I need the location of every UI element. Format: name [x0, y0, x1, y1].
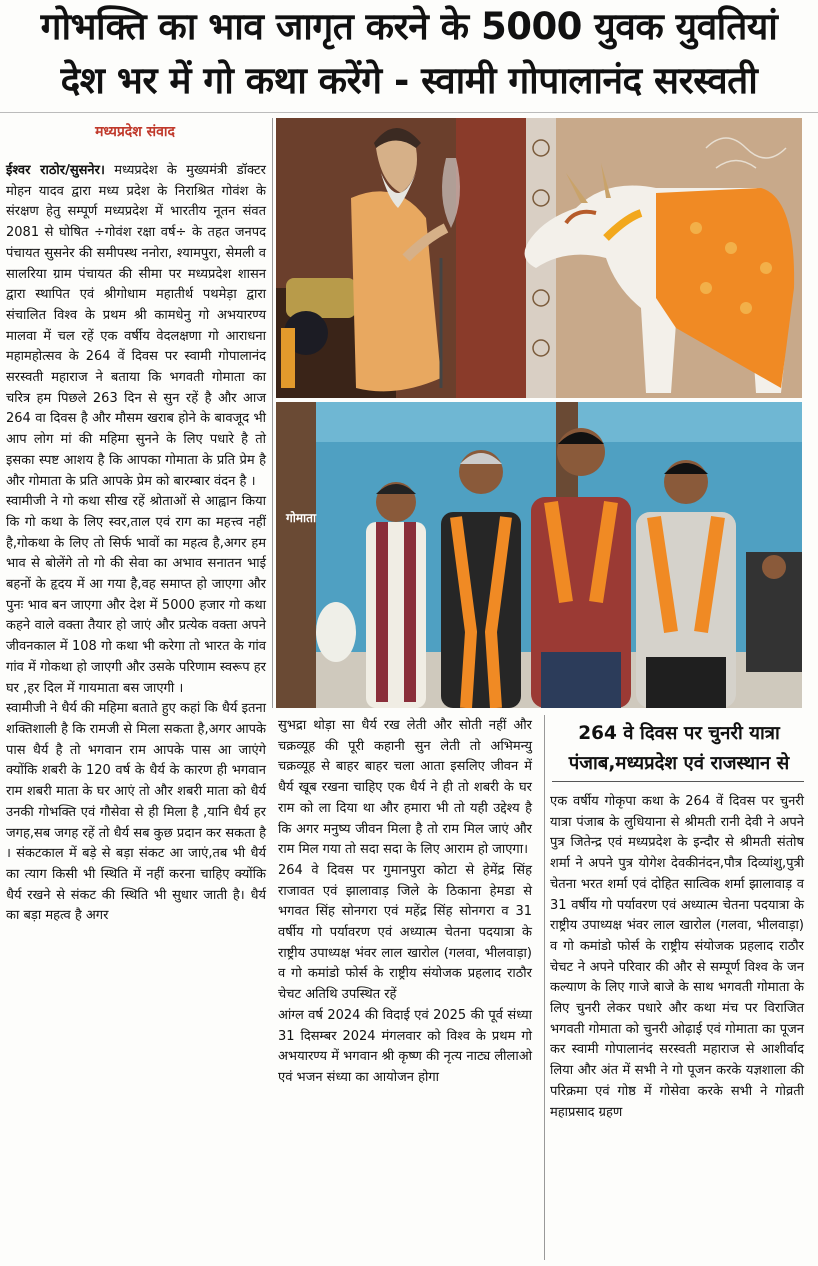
article-column-3 [550, 792, 804, 1123]
headline-line-1: गोभक्ति का भाव जागृत करने के 5000 युवक युवतियां [40, 5, 778, 48]
paragraph-subhadra: सुभद्रा थोड़ा सा धैर्य रख लेती और सोती नहीं और चक्रव्यूह की पूरी कहानी सुन लेती तो अभिमन्यु चक्रव्यूह से बाहर बाहर चला आता इसलिए जीवन में धैर्य खूब रखना चाहिए एक धैर्य ने ही तो शबरी के घर राम को ला दिया था और हमारा भी तो यही उद्देश्य है कि अगर मनुष्य जीवन मिला है तो राम मिल जाएं और राम मिल गया तो सदा सदा के लिए आराम हो जाएगा। [278, 718, 532, 858]
paragraph-kathaa: स्वामीजी ने गो कथा सीख रहें श्रोताओं से आह्वान किया कि गो कथा के लिए स्वर,ताल एवं राग का महत्त्व नहीं है,गोकथा के लिए तो सिर्फ भावों का महत्व है,अगर हम भाव से बोलेंगे तो गो की सेवा का अभाव सनातन भाई बहनों के हृदय में आ गया है,वह समाप्त हो जाएगा और पुनः भाव बन जाएगा और देश में 5000 हजार गो कथा कहने वाले वक्ता तैयार हो जाएं और प्रत्येक वक्ता अपने जीवनकाल में 108 गो कथा भी करेगा तो भारत के गांव गांव में गोकथा हो जाएगी और उसके परिणाम स्वरूप हर घर ,हर दिल में गायमाता बस जाएगी । [6, 494, 266, 696]
paragraph-chunri-yatra: एक वर्षीय गोकृपा कथा के 264 वें दिवस पर चुनरी यात्रा पंजाब के लुधियाना से श्रीमती रानी देवी ने अपने पुत्र जितेन्द्र एवं मध्यप्रदेश के इन्दौर से श्रीमती संतोष शर्मा ने अपने पुत्र योगेश देवकीनंदन,पौत्र दिव्यांशु,पुत्री चेतना भरत शर्मा एवं दोहित सात्विक शर्मा झालावाड़ व 31 वर्षीय गो पर्यावरण एवं अध्यात्म चेतना पदयात्रा के राष्ट्रीय उपाध्यक्ष भंवर लाल खारोल (गलवा, भीलवाड़ा) व गो कमांडो फोर्स के राष्ट्रीय संयोजक प्रहलाद राठौर चेचट ने अपने परिवार की और से सम्पूर्ण विश्व के जन कल्याण के लिए गाजे बाजे के साथ भगवती गोमाता के लिए चुनरी लेकर पधारे और कथा मंच पर विराजित भगवती गोमाता को चुनरी ओढ़ाई एवं गोमाता का पूजन कर स्वामी गोपालानंद सरस्वती महाराज से आशीर्वाद लिया और अंत में सभी ने गो पूजन करके यज्ञशाला की परिक्रमा एवं गोष्ठ में गोसेवा करके सभी ने गोव्रती महाप्रसाद ग्रहण [550, 794, 804, 1120]
article-column-1 [6, 161, 266, 927]
paragraph-dhairya: स्वामीजी ने धैर्य की महिमा बताते हुए कहां कि धैर्य इतना शक्तिशाली है कि रामजी से मिला सकता है,अगर आपके पास धैर्य है तो भगवान राम आपके पास आ जाएंगे क्योंकि शबरी के 120 वर्ष के धैर्य के कारण ही भगवान राम शबरी माता के घर आएं तो और शबरी माता को धैर्य उनकी गोभक्ति एवं गौसेवा से ही मिला है ,यानि धैर्य हर जगह,सब जगह रहें तो धैर्य सब कुछ प्रदान कर सकता है । संकटकाल में बड़े से बड़ा संकट आ जाएं,तब भी धैर्य का त्याग किसी भी स्थिति में नहीं करना चाहिए क्योंकि धैर्य रखने से संकट की स्थिति भी सुधार जाती है। धैर्य का बड़ा महत्व है अगर [6, 701, 266, 924]
subhead-rule [552, 781, 804, 782]
column-divider-1 [272, 118, 273, 708]
lead-paragraph [6, 161, 266, 492]
headline-rule [0, 112, 818, 113]
byline: ईश्वर राठोर/सुसनेर। [6, 163, 105, 178]
dateline: मध्यप्रदेश संवाद [95, 124, 175, 140]
headline-line-2: देश भर में गो कथा करेंगे - स्वामी गोपालानंद सरस्वती [60, 59, 758, 102]
subheading-line-2: पंजाब,मध्यप्रदेश एवं राजस्थान से [568, 753, 790, 774]
subheading [548, 719, 810, 779]
photo-swami-with-cow [276, 118, 802, 398]
paragraph-new-year: आंग्ल वर्ष 2024 की विदाई एवं 2025 की पूर्व संध्या 31 दिसम्बर 2024 मंगलवार को विश्व के प्रथम गो अभयारण्य में भगवान श्री कृष्ण की नृत्य नाट्य लीलाओ एवं भजन संध्या का आयोजन होगा [278, 1007, 532, 1085]
article-column-2 [278, 716, 532, 1089]
lead-text: मध्यप्रदेश के मुख्यमंत्री डॉक्टर मोहन यादव द्वारा मध्य प्रदेश के निराश्रित गोवंश के संरक्षण हेतु सम्पूर्ण मध्यप्रदेश में भारतीय नूतन संवत 2081 से घोषित ÷गोवंश रक्षा वर्ष÷ के तहत जनपद पंचायत सुसनेर की समीपस्थ ननोरा, श्यामपुरा, सेमली व सालरिया ग्राम पंचायत की सीमा पर मध्यप्रदेश शासन द्वारा स्थापित एवं श्रीगोधाम महातीर्थ पथमेड़ा द्वारा संचालित विश्व के प्रथम श्री कामधेनु गो अभयारण्य मालवा में चल रहें एक वर्षीय वेदलक्षणा गो आराधना महामहोत्सव के 264 वें दिवस पर स्वामी गोपालानंद सरस्वती महाराज ने बताया कि भगवती गोमाता का चरित्र हम पिछले 263 दिन से सुन रहें है और आज 264 वा दिवस है और मौसम खराब होने के बावजूद भी आप लोग मां की महिमा सुनने के लिए पधारे है तो इसका स्पष्ट आशय है कि आपका गोमाता के प्रति प्रेम है और गोमाता के प्रति आपके प्रेम को बारम्बार वंदन है । [6, 163, 266, 489]
subheading-line-1: 264 वे दिवस पर चुनरी यात्रा [578, 723, 780, 744]
paragraph-guests: 264 वे दिवस पर गुमानपुरा कोटा से हेमेंद्र सिंह राजावत एवं झालावाड़ जिले के ठिकाना हेमडा से भगवत सिंह सोनगरा एवं महेंद्र सिंह सोनगरा व 31 वर्षीय गो पर्यावरण एवं अध्यात्म चेतना पदयात्रा के राष्ट्रीय उपाध्यक्ष भंवर लाल खारोल (गलवा, भीलवाड़ा) व गो कमांडो फोर्स के राष्ट्रीय संयोजक प्रहलाद राठौर चेचट अतिथि उपस्थित रहें [278, 862, 532, 1003]
photo-guests-group [276, 402, 802, 708]
column-divider-2 [544, 715, 545, 1260]
banner-text: गोमाता [286, 511, 317, 525]
